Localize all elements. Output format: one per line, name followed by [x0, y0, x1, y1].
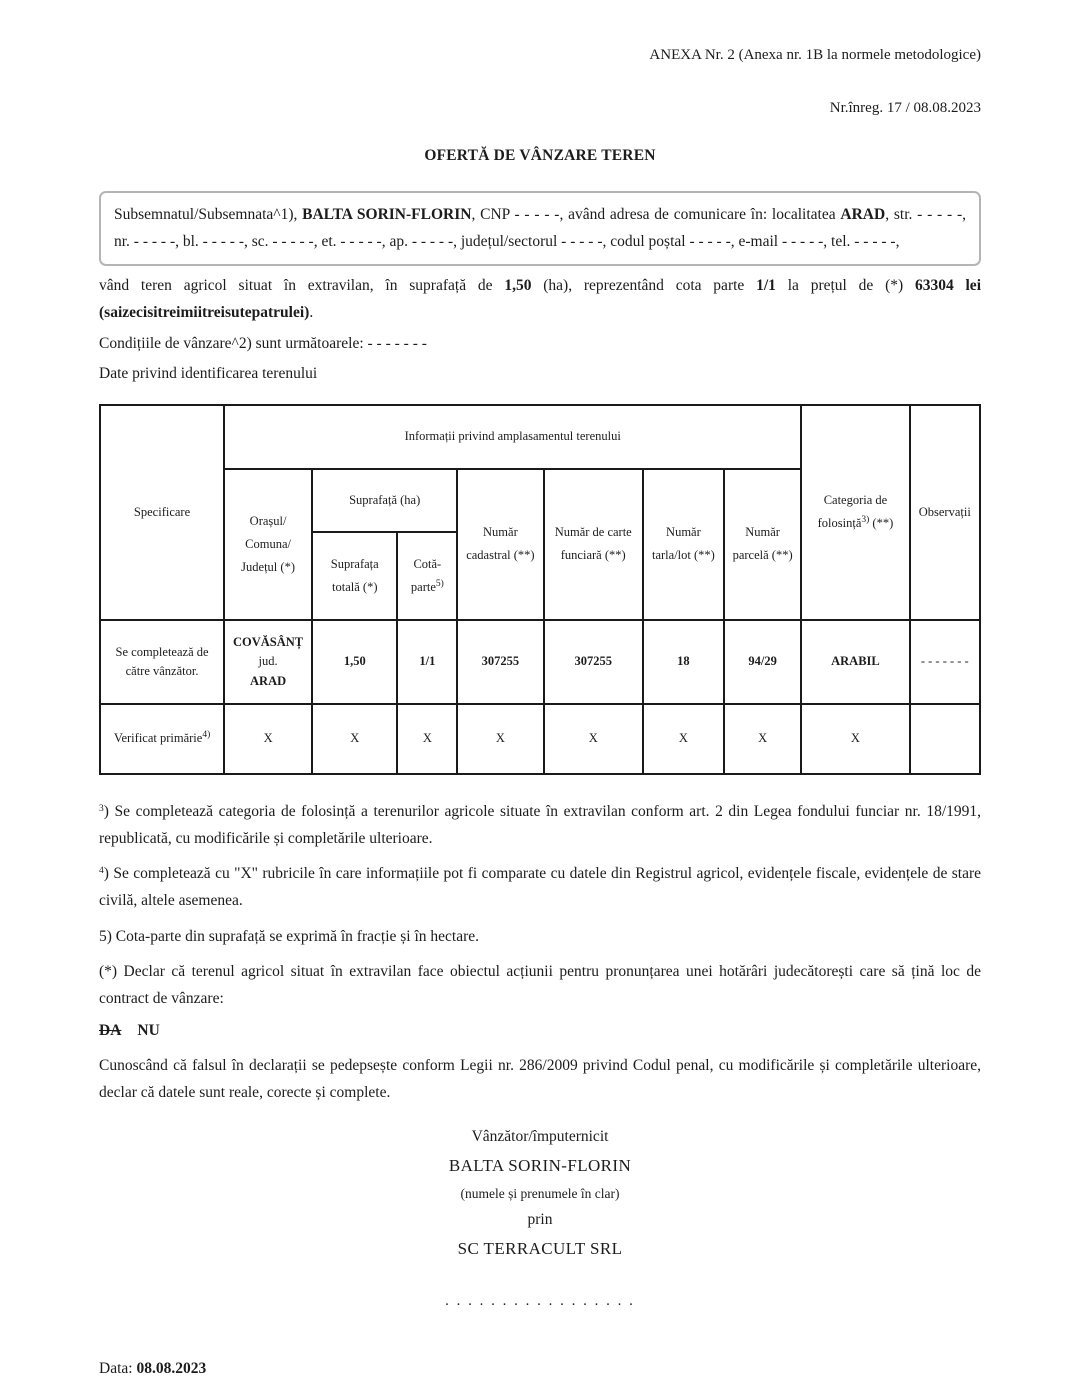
intro-text-1: Subsemnatul/Subsemnata^1),	[114, 206, 303, 223]
ownership-share: 1/1	[756, 277, 776, 295]
categoria-suffix: (**)	[869, 516, 894, 531]
seller-name: BALTA SORIN-FLORIN	[302, 206, 472, 223]
col-header-cota-parte	[397, 532, 457, 620]
intro-text-3: , str. - - - - -, nr. - - - - -, bl. - - - - -, sc. - - - - -, et. - - - - -, ap. - - - - -, județul/sectorul - - - - -, codul poștal - - - - -, e-mail - - - - -, tel. - - - - -,	[114, 206, 966, 250]
col-header-cadastral: Număr cadastral (**)	[457, 469, 543, 620]
verify-label-sup: 4)	[202, 730, 211, 741]
sale-text-4: .	[309, 303, 314, 321]
verify-mark-tarla: X	[643, 704, 724, 774]
col-header-observatii: Observații	[910, 405, 980, 620]
col-header-orasul: Orașul/ Comuna/ Județul (*)	[224, 469, 312, 620]
signature-role: Vânzător/împuternicit	[471, 1127, 609, 1145]
sale-text-2: (ha), reprezentând cota parte	[531, 277, 757, 295]
signature-company: SC TERRACULT SRL	[457, 1239, 623, 1259]
date-label: Data:	[99, 1359, 137, 1377]
categoria-label: Categoria de folosință	[817, 493, 888, 531]
land-id-heading: Date privind identificarea terenului	[99, 365, 318, 383]
footnote-3-text: ) Se completează categoria de folosință a terenurilor agricole situate în extravilan conform art. 2 din Legea fondului funciar nr. 18/1991, republicată, cu modificările și completările ulterioare.	[99, 802, 981, 847]
footnote-3	[99, 799, 981, 852]
seller-observatii: - - - - - - -	[910, 620, 980, 704]
verify-observatii	[910, 704, 980, 774]
seller-categoria: ARABIL	[801, 620, 909, 704]
seller-cadastral: 307255	[457, 620, 543, 704]
footnote-3-sup: 3	[99, 803, 104, 814]
footnotes-section	[99, 799, 981, 1107]
sale-paragraph	[99, 273, 981, 326]
price: 63304 lei	[914, 277, 981, 295]
verify-label: Verificat primărie	[113, 731, 203, 746]
seller-data-row	[100, 620, 980, 704]
signature-dotted-line: . . . . . . . . . . . . . . . . .	[445, 1292, 635, 1309]
footnote-4-sup: 4	[99, 866, 104, 877]
cota-parte-sup: 5)	[435, 578, 444, 589]
locality-name: COVĂSÂNȚ	[233, 634, 304, 649]
categoria-sup: 3)	[861, 515, 870, 526]
seller-row-label: Se completează de către vânzător.	[100, 620, 224, 704]
seller-locality-cell	[224, 620, 312, 704]
sale-text-1: vând teren agricol situat în extravilan, în suprafață de	[99, 277, 505, 295]
verify-mark-categoria: X	[801, 704, 909, 774]
verify-mark-parcela: X	[724, 704, 801, 774]
verify-mark-orasul: X	[224, 704, 312, 774]
intro-text-2: , CNP - - - - -, având adresa de comunicare în: localitatea	[471, 206, 841, 223]
verify-mark-cota: X	[397, 704, 457, 774]
col-header-carte-funciara: Număr de carte funciară (**)	[544, 469, 643, 620]
locality: ARAD	[840, 206, 886, 223]
verify-mark-cadastral: X	[457, 704, 543, 774]
anexa-line: ANEXA Nr. 2 (Anexa nr. 1B la normele metodologice)	[649, 47, 981, 63]
col-header-info-span: Informații privind amplasamentul terenului	[224, 405, 801, 469]
col-header-tarla: Număr tarla/lot (**)	[643, 469, 724, 620]
land-identification-table	[99, 404, 981, 775]
col-header-parcela: Număr parcelă (**)	[724, 469, 801, 620]
footnote-5: 5) Cota-parte din suprafață se exprimă în fracție și în hectare.	[99, 927, 480, 945]
footer-date-line	[99, 1360, 981, 1378]
cota-parte-label: Cotă-parte	[410, 556, 442, 594]
seller-tarla: 18	[643, 620, 724, 704]
document-title: OFERTĂ DE VÂNZARE TEREN	[424, 147, 656, 164]
da-nu-line	[99, 1018, 981, 1045]
col-header-specificare: Specificare	[100, 405, 224, 620]
col-header-suprafata-ha: Suprafață (ha)	[312, 469, 457, 532]
col-header-suprafata-totala: Suprafața totală (*)	[312, 532, 397, 620]
footnote-4-text: ) Se completează cu "X" rubricile în care informațiile pot fi comparate cu datele din Registrul agricol, evidențele fiscale, evidențele de stare civilă, altele asemenea.	[99, 865, 981, 909]
verify-row-label	[100, 704, 224, 774]
final-declaration: Cunoscând că falsul în declarații se pedepsește conform Legii nr. 286/2009 privind Codul penal, cu modificările și completările ulterioare, declar că datele sunt reale, corecte și complete.	[99, 1057, 981, 1101]
seller-cota: 1/1	[397, 620, 457, 704]
verify-mark-suprafata: X	[312, 704, 397, 774]
col-header-categoria	[801, 405, 909, 620]
intro-box	[99, 191, 981, 266]
nu-option: NU	[137, 1021, 160, 1039]
registration-line: Nr.înreg. 17 / 08.08.2023	[829, 99, 981, 116]
da-option-struck: DA	[99, 1021, 122, 1039]
seller-suprafata: 1,50	[312, 620, 397, 704]
verify-row	[100, 704, 980, 774]
signature-prin: prin	[527, 1211, 553, 1229]
locality-county: ARAD	[250, 673, 287, 688]
price-in-words: (saizecisitreimiitreisutepatrulei)	[99, 303, 310, 321]
signature-clarification: (numele și prenumele în clar)	[460, 1185, 620, 1201]
date-value: 08.08.2023	[136, 1359, 207, 1377]
conditions-line: Condițiile de vânzare^2) sunt următoarele: - - - - - - -	[99, 334, 427, 352]
verify-mark-carte: X	[544, 704, 643, 774]
sale-text-3: la prețul de (*)	[775, 277, 915, 295]
footnote-4	[99, 861, 981, 914]
seller-carte-funciara: 307255	[544, 620, 643, 704]
signature-block	[99, 1125, 981, 1310]
footnote-star: (*) Declar că terenul agricol situat în extravilan face obiectul acțiunii pentru pronunțarea unei hotărâri judecătorești care să țină loc de contract de vânzare:	[99, 963, 981, 1007]
signature-name: BALTA SORIN-FLORIN	[448, 1156, 632, 1176]
locality-jud: jud.	[258, 654, 278, 669]
seller-parcela: 94/29	[724, 620, 801, 704]
land-area: 1,50	[504, 277, 532, 295]
